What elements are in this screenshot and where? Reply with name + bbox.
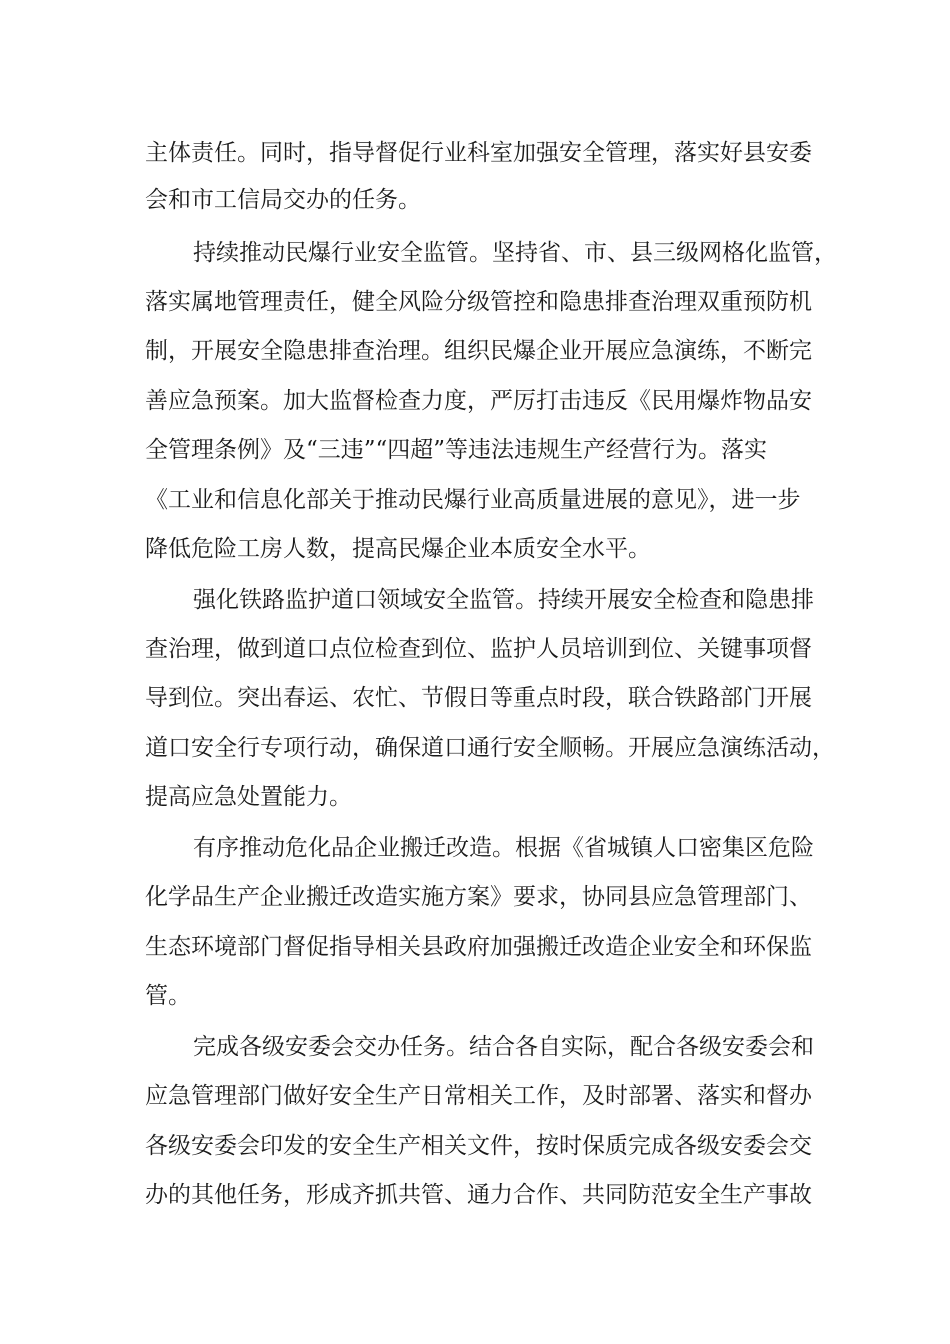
paragraph-first-line: 完成各级安委会交办任务。结合各自实际，配合各级安委会和 <box>193 1034 814 1060</box>
text-line: 《工业和信息化部关于推动民爆行业高质量进展的意见》，进一步 <box>145 487 801 513</box>
paragraph-first-line: 持续推动民爆行业安全监管。坚持省、市、县三级网格化监管， <box>193 240 837 266</box>
text-line: 各级安委会印发的安全生产相关文件，按时保质完成各级安委会交 <box>145 1133 812 1159</box>
text-line: 善应急预案。加大监督检查力度，严厉打击违反《民用爆炸物品安 <box>145 388 812 414</box>
text-line: 化学品生产企业搬迁改造实施方案》要求，协同县应急管理部门、 <box>145 884 812 910</box>
text-line: 查治理，做到道口点位检查到位、监护人员培训到位、关键事项督 <box>145 636 812 662</box>
paragraph-first-line: 强化铁路监护道口领域安全监管。持续开展安全检查和隐患排 <box>193 587 814 613</box>
text-line: 会和市工信局交办的任务。 <box>145 187 421 213</box>
paragraph-first-line: 有序推动危化品企业搬迁改造。根据《省城镇人口密集区危险 <box>193 835 814 861</box>
text-line: 办的其他任务，形成齐抓共管、通力合作、共同防范安全生产事故 <box>145 1182 812 1208</box>
text-line: 全管理条例》及“三违”“四超”等违法违规生产经营行为。落实 <box>145 437 768 463</box>
text-line: 降低危险工房人数，提高民爆企业本质安全水平。 <box>145 536 651 562</box>
text-line: 落实属地管理责任，健全风险分级管控和隐患排查治理双重预防机 <box>145 289 812 315</box>
text-line: 主体责任。同时，指导督促行业科室加强安全管理，落实好县安委 <box>145 140 812 166</box>
text-line: 制，开展安全隐患排查治理。组织民爆企业开展应急演练，不断完 <box>145 338 812 364</box>
text-line: 提高应急处置能力。 <box>145 784 352 810</box>
text-line: 生态环境部门督促指导相关县政府加强搬迁改造企业安全和环保监 <box>145 934 812 960</box>
text-line: 管。 <box>145 983 191 1009</box>
text-line: 道口安全行专项行动，确保道口通行安全顺畅。开展应急演练活动， <box>145 735 835 761</box>
text-line: 导到位。突出春运、农忙、节假日等重点时段，联合铁路部门开展 <box>145 685 812 711</box>
text-line: 应急管理部门做好安全生产日常相关工作，及时部署、落实和督办 <box>145 1083 812 1109</box>
